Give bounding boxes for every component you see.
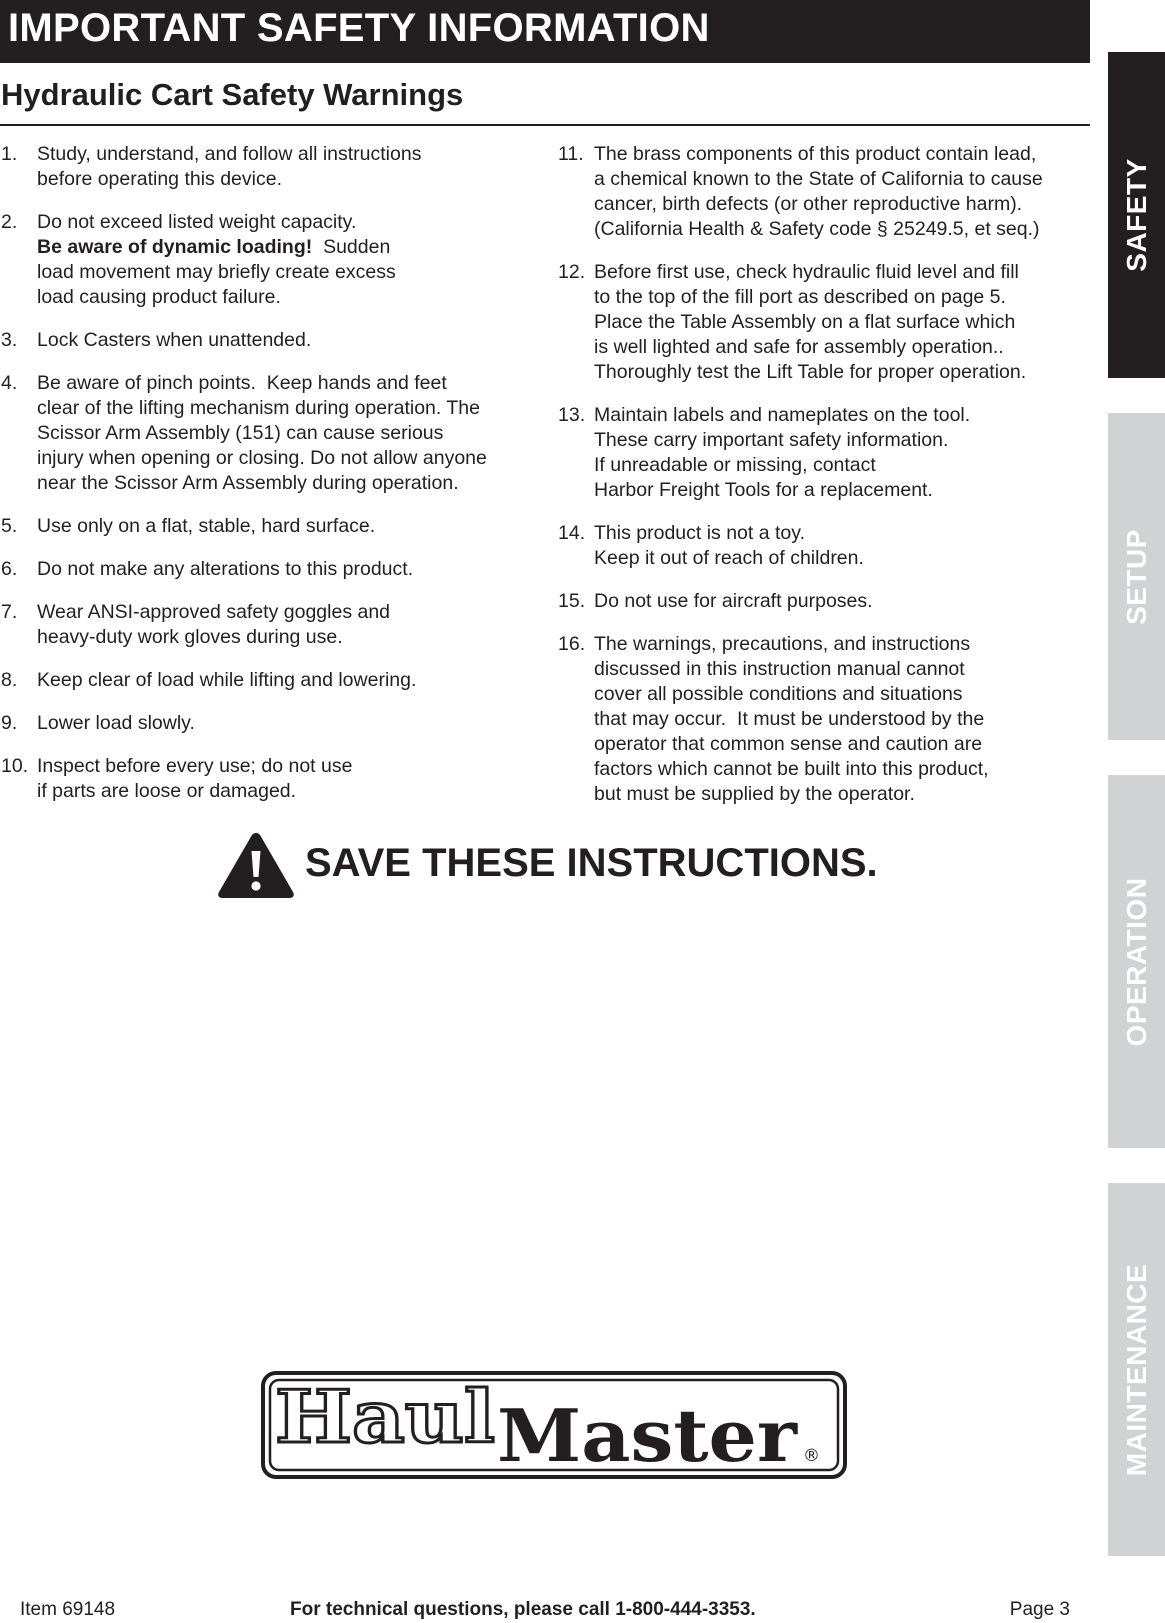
item-text: near the Scissor Arm Assembly during operation.: [37, 472, 459, 494]
item-text: If unreadable or missing, contact: [594, 454, 876, 476]
item-number: 3.: [1, 329, 18, 351]
item-text: heavy-duty work gloves during use.: [37, 626, 343, 648]
item-text: Sudden: [312, 236, 391, 258]
page-number: Page 3: [1009, 1599, 1070, 1620]
item-text: Do not make any alterations to this product.: [37, 558, 414, 580]
item-text: Do not use for aircraft purposes.: [594, 590, 873, 612]
item-text: Wear ANSI-approved safety goggles and: [37, 601, 391, 623]
item-number: 13.: [558, 404, 586, 426]
item-text: The brass components of this product contain lead,: [594, 143, 1037, 165]
item-text: cover all possible conditions and situations: [594, 683, 963, 705]
item-text: to the top of the fill port as described on page 5.: [594, 286, 1006, 308]
item-text: The warnings, precautions, and instructions: [594, 633, 971, 655]
item-text: clear of the lifting mechanism during operation. The: [37, 397, 480, 419]
list-item: [558, 260, 1078, 385]
item-text: Inspect before every use; do not use: [37, 755, 353, 777]
item-number: 4.: [1, 372, 18, 394]
svg-text:®: ®: [803, 1446, 820, 1466]
item-text: but must be supplied by the operator.: [594, 783, 915, 805]
item-text: These carry important safety information.: [594, 429, 949, 451]
item-text: factors which cannot be built into this product,: [594, 758, 989, 780]
list-item: [1, 711, 531, 736]
item-number: 11.: [558, 143, 584, 165]
list-item: [1, 668, 531, 693]
item-number: 2.: [1, 211, 18, 233]
list-item: [1, 142, 531, 192]
item-text: is well lighted and safe for assembly operation..: [594, 336, 1004, 358]
tab-operation-label: OPERATION: [1120, 877, 1152, 1046]
tab-setup-label: SETUP: [1120, 528, 1152, 625]
list-item: [1, 600, 531, 650]
tab-setup[interactable]: [1108, 413, 1165, 740]
item-text: Be aware of pinch points. Keep hands and feet: [37, 372, 447, 394]
list-item: [1, 210, 531, 310]
item-text: Keep it out of reach of children.: [594, 547, 864, 569]
list-item: [1, 514, 531, 539]
item-text: Do not exceed listed weight capacity.: [37, 211, 357, 233]
save-instructions-banner: [217, 829, 877, 899]
item-text: Scissor Arm Assembly (151) can cause serious: [37, 422, 444, 444]
item-text: Maintain labels and nameplates on the tool.: [594, 404, 971, 426]
list-item: [1, 754, 531, 804]
haulmaster-logo: [261, 1371, 847, 1479]
dynamic-loading-warning: Be aware of dynamic loading!: [37, 236, 313, 258]
tab-maintenance-label: MAINTENANCE: [1120, 1263, 1152, 1476]
list-item: [558, 589, 1078, 614]
item-number: 6.: [1, 558, 18, 580]
list-item: [558, 403, 1078, 503]
item-text: Thoroughly test the Lift Table for proper operation.: [594, 361, 1027, 383]
list-item: [1, 328, 531, 353]
warnings-left-column: [1, 142, 531, 822]
footer: [0, 1598, 1090, 1622]
item-text: Before first use, check hydraulic fluid level and fill: [594, 261, 1019, 283]
item-number: 9.: [1, 712, 18, 734]
item-number: 5.: [1, 515, 18, 537]
tab-safety-label: SAFETY: [1120, 158, 1152, 272]
item-text: (California Health & Safety code § 25249.5, et seq.): [594, 218, 1040, 240]
tech-support-phone: For technical questions, please call 1-800-444-3353.: [290, 1599, 756, 1620]
item-text: load causing product failure.: [37, 286, 281, 308]
tab-maintenance[interactable]: [1108, 1183, 1165, 1556]
list-item: [1, 557, 531, 582]
item-text: Lower load slowly.: [37, 712, 195, 734]
list-item: [558, 521, 1078, 571]
item-number-footer: Item 69148: [20, 1599, 116, 1620]
item-text: Harbor Freight Tools for a replacement.: [594, 479, 933, 501]
list-item: [1, 371, 531, 496]
item-text: Use only on a flat, stable, hard surface.: [37, 515, 376, 537]
header-bar: [0, 0, 1090, 63]
item-text: that may occur. It must be understood by the: [594, 708, 985, 730]
tab-operation[interactable]: [1108, 775, 1165, 1148]
item-text: if parts are loose or damaged.: [37, 780, 297, 802]
item-text: Study, understand, and follow all instructions: [37, 143, 422, 165]
item-number: 14.: [558, 522, 586, 544]
item-text: This product is not a toy.: [594, 522, 805, 544]
item-number: 7.: [1, 601, 18, 623]
warnings-right-column: [558, 142, 1078, 825]
item-text: cancer, birth defects (or other reproductive harm).: [594, 193, 1023, 215]
svg-text:Master: Master: [497, 1393, 799, 1478]
tab-safety[interactable]: [1108, 52, 1165, 378]
item-number: 16.: [558, 633, 586, 655]
item-text: Keep clear of load while lifting and lowering.: [37, 669, 417, 691]
item-text: load movement may briefly create excess: [37, 261, 396, 283]
item-text-line: [37, 235, 531, 260]
item-number: 1.: [1, 143, 18, 165]
item-text: injury when opening or closing. Do not allow anyone: [37, 447, 487, 469]
item-text: before operating this device.: [37, 168, 282, 190]
section-title: Hydraulic Cart Safety Warnings: [1, 77, 464, 112]
item-number: 8.: [1, 669, 18, 691]
item-text: a chemical known to the State of California to cause: [594, 168, 1043, 190]
warning-triangle-icon: [217, 831, 295, 899]
divider: [0, 124, 1090, 126]
item-text: Lock Casters when unattended.: [37, 329, 312, 351]
list-item: [558, 142, 1078, 242]
save-instructions-text: SAVE THESE INSTRUCTIONS.: [305, 841, 878, 885]
item-number: 15.: [558, 590, 586, 612]
list-item: [558, 632, 1078, 807]
item-text: discussed in this instruction manual cannot: [594, 658, 965, 680]
svg-text:Haul: Haul: [275, 1374, 495, 1459]
item-text: operator that common sense and caution are: [594, 733, 983, 755]
page-title: IMPORTANT SAFETY INFORMATION: [8, 6, 710, 50]
item-number: 10.: [1, 755, 29, 777]
item-number: 12.: [558, 261, 586, 283]
item-text: Place the Table Assembly on a flat surface which: [594, 311, 1016, 333]
